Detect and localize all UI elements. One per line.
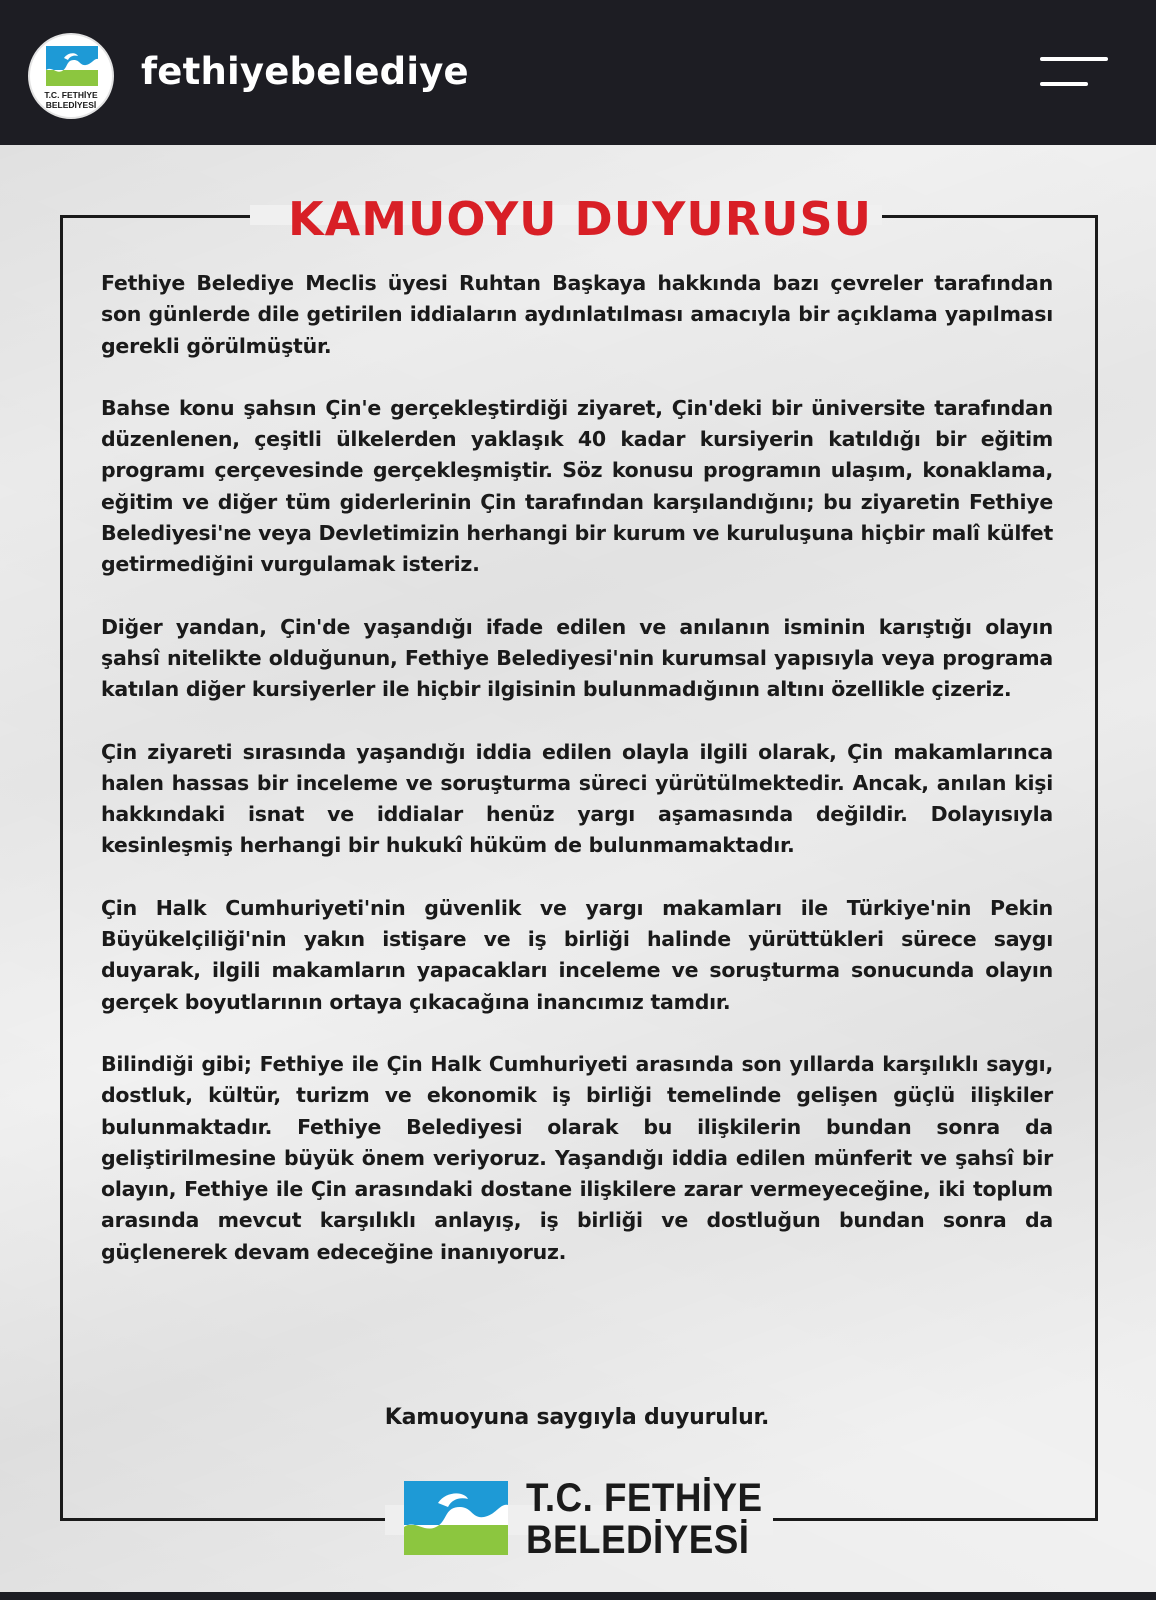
fethiye-logo-mark-icon [404, 1481, 508, 1555]
bottom-bar [0, 1592, 1156, 1600]
paragraph-3: Diğer yandan, Çin'de yaşandığı ifade edilen ve anılanın isminin karıştığı olayın şahsî nitelikte olduğunun, Fethiye Belediyesi'nin kurumsal yapısıyla veya programa katılan diğer kursiyerler ile hiçbir ilgisinin bulunmadığının altını özellikle çizeriz. [101, 614, 1053, 702]
avatar-text-line2: BELEDİYESİ [45, 100, 97, 110]
footer-logo-name [526, 1478, 763, 1562]
hamburger-menu-icon[interactable] [1040, 54, 1110, 94]
announcement-title: KAMUOYU DUYURUSU [288, 192, 872, 246]
profile-avatar[interactable] [28, 33, 114, 119]
announcement-body [101, 268, 1053, 1299]
paragraph-2: Bahse konu şahsın Çin'e gerçekleştirdiği ziyaret, Çin'deki bir üniversite tarafından düzenlenen, çeşitli ülkelerden yaklaşık 40 kadar kursiyerin katıldığı bir eğitim programı çerçevesinde gerçekleşmiştir. Söz konusu programın ulaşım, konaklama, eğitim ve diğer tüm giderlerinin Çin tarafından karşılandığını; bu ziyaretin Fethiye Belediyesi'ne veya Devletimizin herhangi bir kurum ve kuruluşuna hiçbir malî külfet getirmediğini vurgulamak isteriz. [101, 395, 1053, 577]
paragraph-5: Çin Halk Cumhuriyeti'nin güvenlik ve yargı makamları ile Türkiye'nin Pekin Büyükelçiliği'nin yakın istişare ve iş birliği halinde yürüttükleri sürece saygı duyarak, ilgili makamların yapacakları inceleme ve soruşturma sonucunda olayın gerçek boyutlarının ortaya çıkacağına inancımız tamdır. [101, 895, 1053, 1014]
paragraph-6: Bilindiği gibi; Fethiye ile Çin Halk Cumhuriyeti arasında son yıllarda karşılıklı saygı, dostluk, kültür, turizm ve ekonomik iş birliği temelinde gelişen güçlü ilişkiler bulunmaktadır. Fethiye Belediyesi olarak bu ilişkilerin bundan sonra da geliştirilmesine büyük önem veriyoruz. Yaşandığı iddia edilen münferit ve şahsî bir olayın, Fethiye ile Çin arasındaki dostane ilişkilere zarar vermeyeceğine, iki toplum arasında mevcut karşılıklı anlayış, iş birliği ve dostluğun bundan sonra da güçlenerek devam edeceğine inanıyoruz. [101, 1051, 1053, 1264]
profile-header [0, 0, 1156, 145]
fethiye-logo-icon [46, 46, 98, 86]
profile-username[interactable]: fethiyebelediye [141, 50, 469, 93]
closing-line: Kamuoyuna saygıyla duyurulur. [384, 1405, 770, 1430]
footer-logo-line1: T.C. FETHİYE [526, 1476, 763, 1520]
paragraph-4: Çin ziyareti sırasında yaşandığı iddia edilen olayla ilgili olarak, Çin makamlarınca halen hassas bir inceleme ve soruşturma süreci yürütülmektedir. Ancak, anılan kişi hakkındaki isnat ve iddialar henüz yargı aşamasında değildir. Dolayısıyla kesinleşmiş herhangi bir hukukî hüküm de bulunmamaktadır. [101, 739, 1053, 858]
avatar-text-line1: T.C. FETHİYE [44, 90, 98, 100]
footer-logo-line2: BELEDİYESİ [526, 1518, 750, 1562]
footer-logo [404, 1478, 764, 1568]
paragraph-1: Fethiye Belediye Meclis üyesi Ruhtan Başkaya hakkında bazı çevreler tarafından son günlerde dile getirilen iddiaların aydınlatılması amacıyla bir açıklama yapılması gerekli görülmüştür. [101, 271, 1053, 358]
